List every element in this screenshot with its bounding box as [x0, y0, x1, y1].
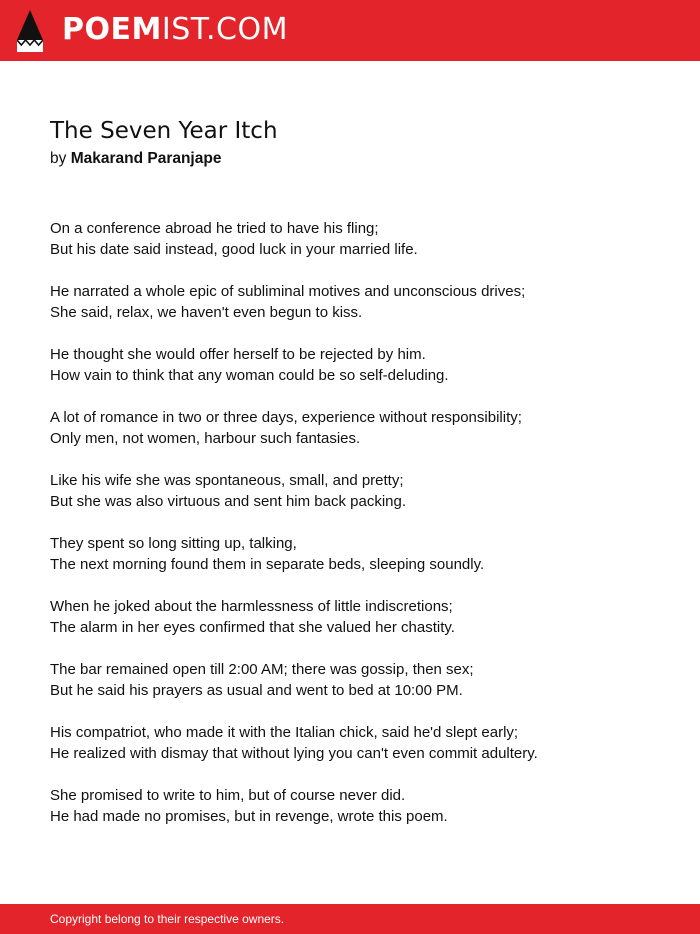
stanza [50, 218, 670, 260]
poem-line: His compatriot, who made it with the Italian chick, said he'd slept early; [50, 724, 519, 741]
logo-light-text: IST.COM [161, 12, 288, 47]
byline [50, 148, 650, 170]
stanza [50, 470, 670, 512]
stanza [50, 659, 670, 701]
poem-line: But his date said instead, good luck in your married life. [50, 241, 418, 258]
stanza [50, 722, 670, 764]
poem-line: But she was also virtuous and sent him back packing. [50, 493, 407, 510]
poem-line: He realized with dismay that without lying you can't even commit adultery. [50, 745, 538, 762]
poem-line: Like his wife she was spontaneous, small, and pretty; [50, 472, 404, 489]
poem-line: She said, relax, we haven't even begun to kiss. [50, 304, 363, 321]
logo-bold-text: POEM [62, 12, 162, 47]
poem-heading [50, 114, 650, 170]
poem-line: He had made no promises, but in revenge, wrote this poem. [50, 808, 448, 825]
poem-line: But he said his prayers as usual and went to bed at 10:00 PM. [50, 682, 463, 699]
poem-body [50, 218, 670, 848]
poem-line: He thought she would offer herself to be rejected by him. [50, 346, 426, 363]
poem-line: The alarm in her eyes confirmed that she valued her chastity. [50, 619, 455, 636]
poem-title: The Seven Year Itch [50, 118, 278, 144]
stanza [50, 344, 670, 386]
stanza [50, 785, 670, 827]
stanza [50, 533, 670, 575]
by-label: by [50, 150, 67, 167]
site-logo[interactable] [62, 12, 288, 48]
poem-line: When he joked about the harmlessness of little indiscretions; [50, 598, 453, 615]
poem-line: Only men, not women, harbour such fantasies. [50, 430, 361, 447]
site-header [0, 0, 700, 61]
poem-line: On a conference abroad he tried to have his fling; [50, 220, 379, 237]
author-name: Makarand Paranjape [70, 150, 222, 167]
stanza [50, 596, 670, 638]
stanza [50, 281, 670, 323]
poem-line: She promised to write to him, but of course never did. [50, 787, 406, 804]
copyright-notice: Copyright belong to their respective owners. [50, 912, 285, 926]
poem-line: How vain to think that any woman could be so self-deluding. [50, 367, 449, 384]
poem-line: He narrated a whole epic of subliminal motives and unconscious drives; [50, 283, 526, 300]
poem-line: The next morning found them in separate beds, sleeping soundly. [50, 556, 485, 573]
pencil-logo-icon[interactable] [17, 10, 43, 52]
stanza [50, 407, 670, 449]
poem-line: The bar remained open till 2:00 AM; there was gossip, then sex; [50, 661, 474, 678]
poem-line: They spent so long sitting up, talking, [50, 535, 297, 552]
poem-line: A lot of romance in two or three days, experience without responsibility; [50, 409, 522, 426]
site-footer [0, 904, 700, 934]
